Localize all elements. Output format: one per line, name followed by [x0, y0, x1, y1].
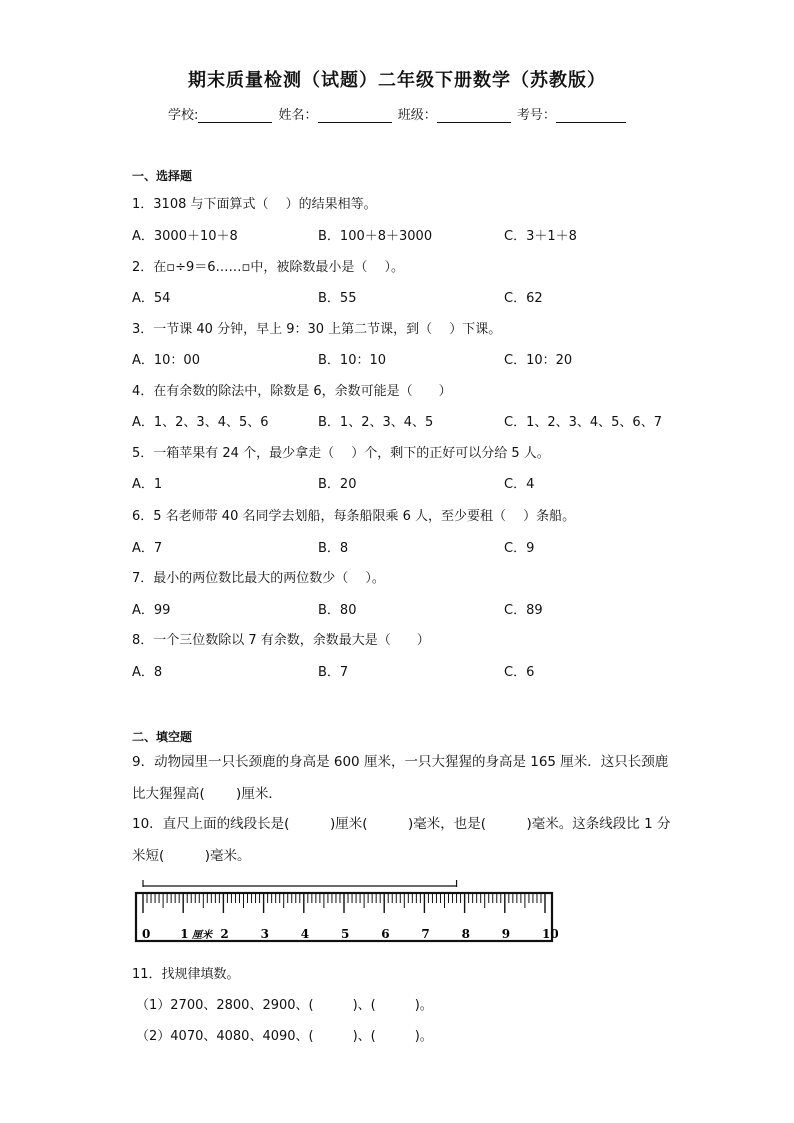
option-b[interactable]: B．7: [318, 665, 349, 680]
class-blank[interactable]: [437, 108, 511, 123]
question-4: 4．在有余数的除法中，除数是 6，余数可能是（ ）: [132, 384, 452, 399]
name-blank[interactable]: [318, 108, 392, 123]
question-7: 7．最小的两位数比最大的两位数少（ ）。: [132, 571, 385, 586]
ruler-number: 9: [501, 927, 511, 941]
school-blank[interactable]: [198, 108, 272, 123]
question-11-part-1: （1）2700、2800、2900、( )、( )。: [136, 998, 433, 1013]
option-c[interactable]: C．4: [504, 477, 535, 492]
ruler-number: 6: [381, 927, 390, 941]
option-a[interactable]: A．1: [132, 477, 163, 492]
option-a[interactable]: A．1、2、3、4、5、6: [132, 415, 269, 430]
option-a[interactable]: A．7: [132, 541, 163, 556]
question-11-part-2: （2）4070、4080、4090、( )、( )。: [136, 1029, 433, 1044]
question-5: 5．一箱苹果有 24 个，最少拿走（ ）个，剩下的正好可以分给 5 人。: [132, 446, 550, 461]
option-a[interactable]: A．8: [132, 665, 163, 680]
option-b[interactable]: B．20: [318, 477, 357, 492]
section-choice-title: 一、选择题: [132, 169, 193, 183]
option-c[interactable]: C．6: [504, 665, 535, 680]
option-a[interactable]: A．99: [132, 603, 171, 618]
measured-segment: [143, 880, 457, 887]
ruler-number: 2: [220, 927, 229, 941]
ruler-number: 8: [461, 927, 470, 941]
page-title: 期末质量检测（试题）二年级下册数学（苏教版）: [188, 70, 606, 91]
option-a[interactable]: A．10：00: [132, 353, 200, 368]
option-c[interactable]: C．89: [504, 603, 543, 618]
option-c[interactable]: C．62: [504, 291, 543, 306]
option-b[interactable]: B．10：10: [318, 353, 387, 368]
section-fill-title: 二、填空题: [132, 730, 193, 744]
option-b[interactable]: B．55: [318, 291, 357, 306]
ruler-number: 5: [341, 927, 350, 941]
option-c[interactable]: C．9: [504, 541, 535, 556]
number-blank[interactable]: [556, 108, 626, 123]
question-11: 11．找规律填数。: [132, 967, 240, 982]
ruler-figure: [134, 872, 558, 946]
option-a[interactable]: A．3000＋10＋8: [132, 229, 238, 244]
ruler-image: [134, 872, 558, 946]
option-c[interactable]: C．10：20: [504, 353, 573, 368]
ruler-number: 3: [260, 927, 269, 941]
name-label: 姓名：: [278, 108, 318, 123]
ruler-unit-label: 厘米: [192, 930, 212, 941]
option-c[interactable]: C．3＋1＋8: [504, 229, 577, 244]
question-3: 3．一节课 40 分钟，早上 9：30 上第二节课，到（ ）下课。: [132, 322, 502, 337]
question-2: 2．在▫÷9＝6……▫中，被除数最小是（ ）。: [132, 260, 404, 275]
ruler-number: 7: [421, 927, 430, 941]
question-9: 9．动物园里一只长颈鹿的身高是 600 厘米，一只大猩猩的身高是 165 厘米．这只长颈鹿比大猩猩高( )厘米．: [132, 754, 669, 802]
option-a[interactable]: A．54: [132, 291, 171, 306]
option-b[interactable]: B．80: [318, 603, 357, 618]
option-b[interactable]: B．8: [318, 541, 349, 556]
question-8: 8．一个三位数除以 7 有余数，余数最大是（ ）: [132, 633, 430, 648]
ruler-number: 4: [300, 927, 310, 941]
ruler-number: 1: [180, 927, 189, 941]
school-label: 学校:: [168, 108, 199, 123]
ruler-number: 10: [542, 927, 558, 941]
class-label: 班级：: [397, 108, 437, 123]
question-10: 10．直尺上面的线段长是( )厘米( )毫米，也是( )毫米。这条线段比 1 分米短( )毫米。: [132, 816, 671, 864]
question-1: 1．3108 与下面算式（ ）的结果相等。: [132, 197, 377, 212]
student-info-line: [168, 104, 628, 123]
option-b[interactable]: B．1、2、3、4、5: [318, 415, 434, 430]
question-6: 6．5 名老师带 40 名同学去划船，每条船限乘 6 人，至少要租（ ）条船。: [132, 509, 576, 524]
option-b[interactable]: B．100＋8＋3000: [318, 229, 433, 244]
option-c[interactable]: C．1、2、3、4、5、6、7: [504, 415, 662, 430]
number-label: 考号：: [516, 108, 556, 123]
ruler-number: 0: [142, 927, 151, 941]
